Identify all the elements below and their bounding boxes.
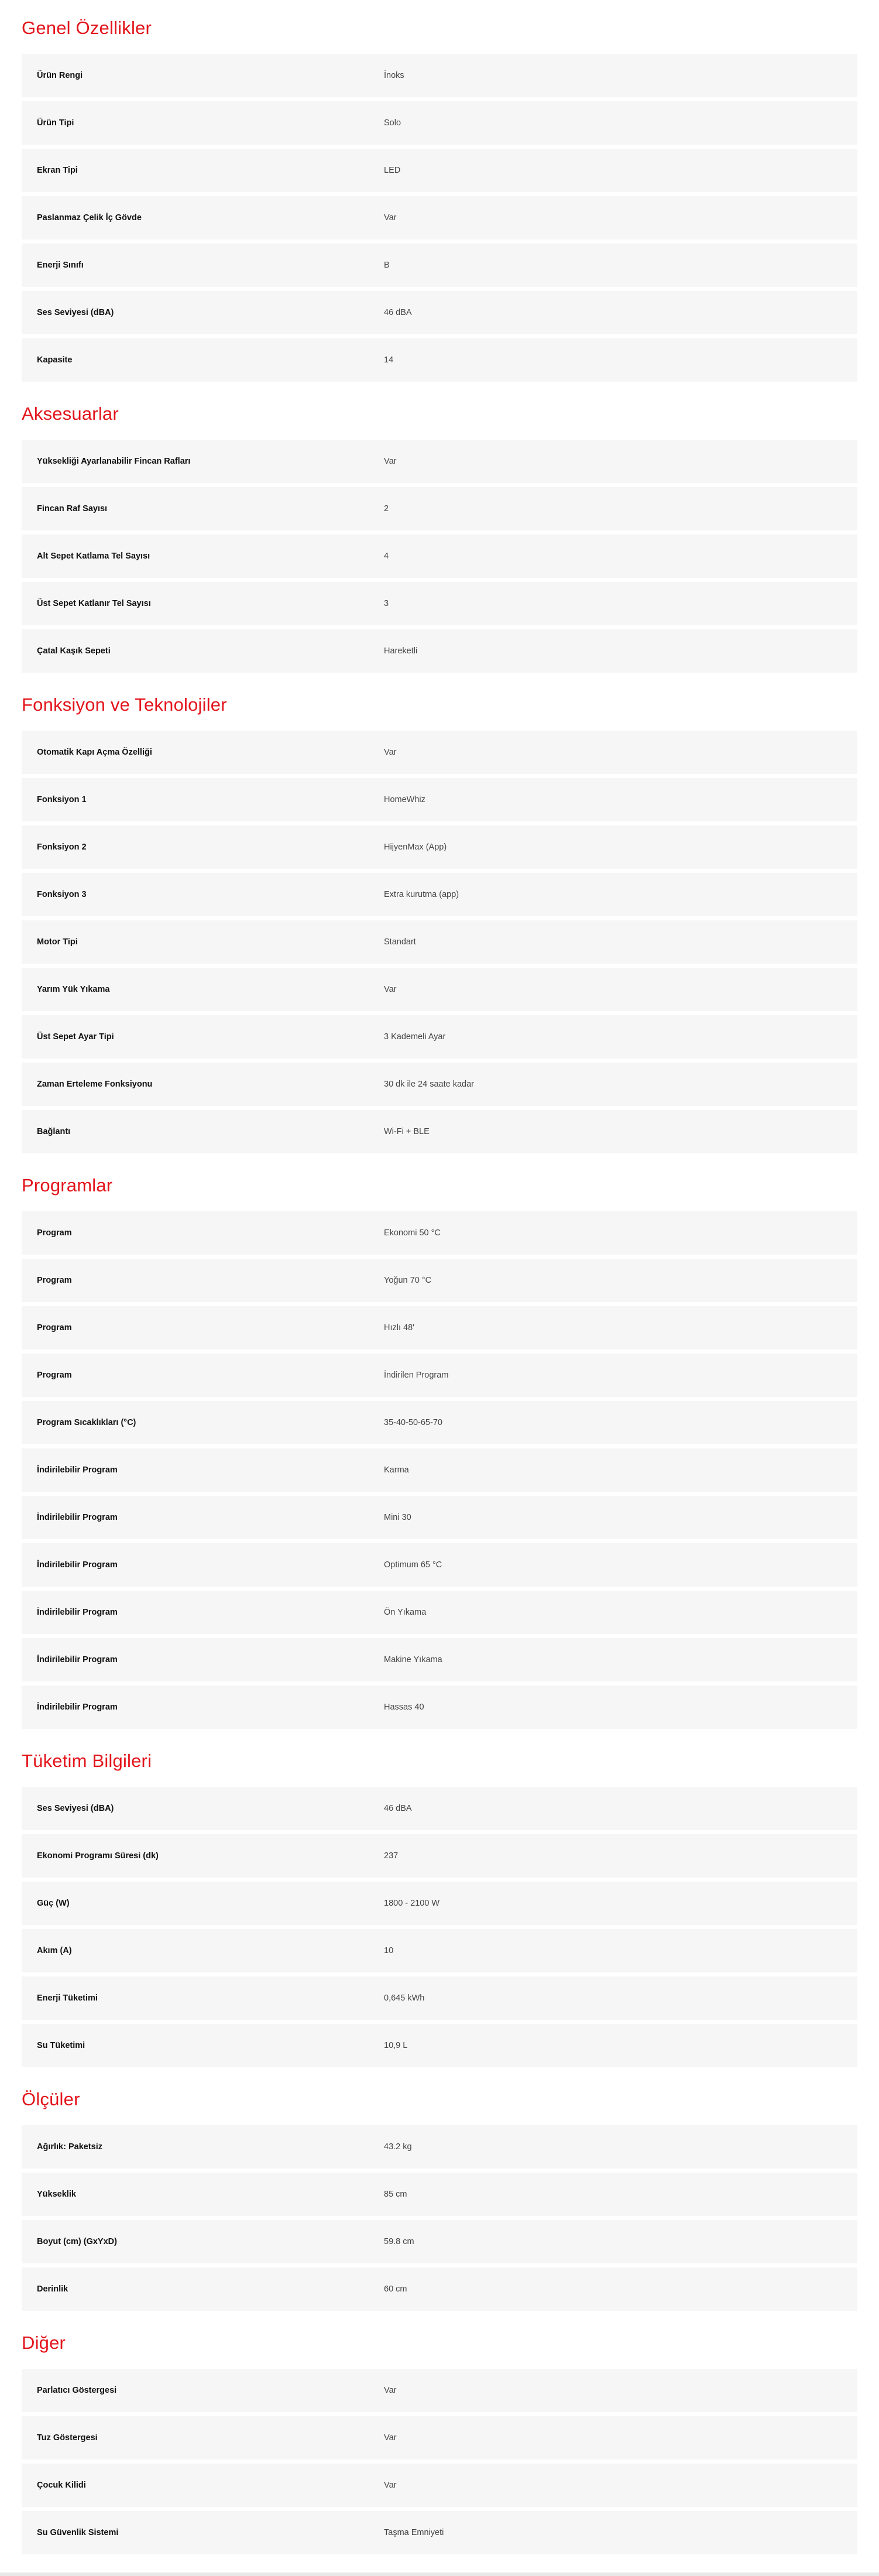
spec-row (22, 54, 857, 97)
spec-row (22, 2173, 857, 2216)
spec-row (22, 1063, 857, 1106)
spec-label: Çocuk Kilidi (37, 2481, 86, 2490)
spec-row (22, 2125, 857, 2169)
spec-value: Var (384, 213, 397, 222)
spec-value: 85 cm (384, 2190, 407, 2199)
spec-row (22, 1259, 857, 1302)
spec-row (22, 535, 857, 578)
spec-value: Var (384, 2481, 397, 2490)
spec-row (22, 196, 857, 239)
spec-label: Yükseklik (37, 2190, 76, 2199)
spec-section (22, 2315, 857, 2554)
spec-row (22, 825, 857, 869)
spec-section (22, 1157, 857, 1729)
spec-value: Standart (384, 937, 416, 947)
spec-label: İndirilebilir Program (37, 1513, 118, 1522)
spec-value: 46 dBA (384, 308, 412, 317)
spec-label: Parlatıcı Göstergesi (37, 2386, 117, 2395)
spec-value: İndirilen Program (384, 1371, 449, 1380)
spec-row (22, 1401, 857, 1444)
spec-label: Üst Sepet Ayar Tipi (37, 1032, 114, 1042)
spec-value: 10,9 L (384, 2041, 408, 2050)
spec-label: Ürün Rengi (37, 71, 83, 80)
spec-row (22, 1015, 857, 1059)
spec-value: 30 dk ile 24 saate kadar (384, 1080, 474, 1089)
page-footer-divider (0, 2572, 879, 2576)
spec-label: Program (37, 1371, 72, 1380)
spec-row (22, 149, 857, 192)
spec-value: 43.2 kg (384, 2142, 412, 2152)
spec-row (22, 1686, 857, 1729)
spec-value: 1800 - 2100 W (384, 1899, 440, 1908)
spec-row (22, 487, 857, 530)
spec-label: İndirilebilir Program (37, 1560, 118, 1570)
spec-value: Karma (384, 1465, 409, 1475)
spec-label: Yüksekliği Ayarlanabilir Fincan Rafları (37, 457, 191, 466)
spec-row (22, 101, 857, 145)
spec-label: Ses Seviyesi (dBA) (37, 308, 114, 317)
spec-label: Otomatik Kapı Açma Özelliği (37, 748, 152, 757)
spec-table (22, 2125, 857, 2311)
spec-value: Var (384, 457, 397, 466)
spec-value: HomeWhiz (384, 795, 425, 804)
spec-label: Tuz Göstergesi (37, 2433, 98, 2443)
spec-value: 2 (384, 504, 389, 513)
spec-section (22, 677, 857, 1153)
spec-label: Enerji Sınıfı (37, 261, 84, 270)
spec-label: Üst Sepet Katlanır Tel Sayısı (37, 599, 151, 608)
spec-label: Fonksiyon 3 (37, 890, 87, 899)
spec-table (22, 1787, 857, 2067)
spec-row (22, 1354, 857, 1397)
spec-label: Paslanmaz Çelik İç Gövde (37, 213, 142, 222)
spec-sheet (22, 0, 857, 2558)
spec-row (22, 731, 857, 774)
spec-value: 14 (384, 355, 394, 365)
section-title: Diğer (22, 2332, 66, 2353)
spec-label: Güç (W) (37, 1899, 70, 1908)
spec-row (22, 338, 857, 382)
spec-row (22, 244, 857, 287)
spec-value: Var (384, 748, 397, 757)
spec-label: Ekran Tipi (37, 166, 78, 175)
spec-label: Çatal Kaşık Sepeti (37, 646, 111, 656)
spec-label: Program (37, 1323, 72, 1332)
section-title: Genel Özellikler (22, 18, 152, 38)
spec-label: Program (37, 1228, 72, 1238)
spec-value: Taşma Emniyeti (384, 2528, 444, 2537)
spec-label: Ürün Tipi (37, 118, 74, 128)
spec-label: Fincan Raf Sayısı (37, 504, 108, 513)
spec-row (22, 1448, 857, 1492)
section-title: Aksesuarlar (22, 403, 119, 424)
section-title: Fonksiyon ve Teknolojiler (22, 694, 227, 715)
section-title: Programlar (22, 1175, 113, 1195)
spec-label: Su Tüketimi (37, 2041, 85, 2050)
spec-row (22, 2416, 857, 2459)
spec-section (22, 2071, 857, 2311)
spec-label: Program Sıcaklıkları (°C) (37, 1418, 136, 1427)
spec-value: Var (384, 985, 397, 994)
spec-row (22, 2464, 857, 2507)
spec-row (22, 2267, 857, 2311)
spec-row (22, 2220, 857, 2263)
spec-value: Hızlı 48' (384, 1323, 414, 1332)
spec-value: LED (384, 166, 401, 175)
spec-label: Yarım Yük Yıkama (37, 985, 110, 994)
spec-row (22, 1976, 857, 2020)
spec-row (22, 2369, 857, 2412)
spec-label: Ekonomi Programı Süresi (dk) (37, 1851, 159, 1861)
spec-value: 59.8 cm (384, 2237, 414, 2246)
section-title: Ölçüler (22, 2089, 80, 2109)
spec-label: Kapasite (37, 355, 73, 365)
spec-table (22, 1211, 857, 1729)
spec-value: 4 (384, 551, 389, 561)
spec-row (22, 920, 857, 964)
spec-section (22, 0, 857, 382)
spec-label: Akım (A) (37, 1946, 72, 1955)
spec-value: Solo (384, 118, 401, 128)
spec-section (22, 386, 857, 673)
section-title: Tüketim Bilgileri (22, 1751, 152, 1771)
spec-value: Hassas 40 (384, 1703, 424, 1712)
spec-row (22, 1496, 857, 1539)
spec-label: Fonksiyon 2 (37, 842, 87, 852)
spec-value: Var (384, 2386, 397, 2395)
spec-label: Enerji Tüketimi (37, 1993, 98, 2003)
spec-row (22, 1543, 857, 1587)
spec-row (22, 629, 857, 673)
spec-row (22, 1211, 857, 1255)
spec-row (22, 582, 857, 625)
spec-table (22, 54, 857, 382)
spec-value: Extra kurutma (app) (384, 890, 459, 899)
spec-value: Ekonomi 50 °C (384, 1228, 441, 1238)
spec-value: Yoğun 70 °C (384, 1276, 432, 1285)
spec-value: 46 dBA (384, 1804, 412, 1813)
spec-value: 237 (384, 1851, 399, 1861)
spec-value: Makine Yıkama (384, 1655, 442, 1664)
spec-label: Fonksiyon 1 (37, 795, 87, 804)
spec-value: 60 cm (384, 2284, 407, 2294)
spec-value: Mini 30 (384, 1513, 411, 1522)
spec-table (22, 731, 857, 1153)
spec-label: Su Güvenlik Sistemi (37, 2528, 119, 2537)
spec-row (22, 1110, 857, 1153)
spec-row (22, 2024, 857, 2067)
spec-label: İndirilebilir Program (37, 1703, 118, 1712)
spec-value: Ön Yıkama (384, 1608, 427, 1617)
spec-label: Bağlantı (37, 1127, 71, 1136)
spec-value: 3 (384, 599, 389, 608)
spec-label: Motor Tipi (37, 937, 78, 947)
spec-value: Wi-Fi + BLE (384, 1127, 430, 1136)
spec-row (22, 2511, 857, 2554)
spec-row (22, 1638, 857, 1681)
spec-value: 3 Kademeli Ayar (384, 1032, 446, 1042)
spec-value: HijyenMax (App) (384, 842, 447, 852)
spec-row (22, 1882, 857, 1925)
spec-row (22, 778, 857, 821)
spec-table (22, 2369, 857, 2554)
spec-row (22, 873, 857, 916)
spec-label: İndirilebilir Program (37, 1608, 118, 1617)
spec-value: B (384, 261, 390, 270)
spec-row (22, 1591, 857, 1634)
spec-section (22, 1733, 857, 2067)
spec-value: 35-40-50-65-70 (384, 1418, 442, 1427)
spec-label: İndirilebilir Program (37, 1465, 118, 1475)
spec-value: 10 (384, 1946, 394, 1955)
spec-row (22, 968, 857, 1011)
spec-label: Boyut (cm) (GxYxD) (37, 2237, 117, 2246)
spec-value: İnoks (384, 71, 404, 80)
spec-table (22, 440, 857, 673)
spec-value: Var (384, 2433, 397, 2443)
spec-row (22, 440, 857, 483)
spec-row (22, 1306, 857, 1349)
spec-label: Zaman Erteleme Fonksiyonu (37, 1080, 153, 1089)
spec-label: Ağırlık: Paketsiz (37, 2142, 103, 2152)
spec-label: Derinlik (37, 2284, 68, 2294)
spec-label: Program (37, 1276, 72, 1285)
spec-row (22, 1787, 857, 1830)
spec-row (22, 291, 857, 334)
spec-value: Optimum 65 °C (384, 1560, 442, 1570)
spec-row (22, 1929, 857, 1972)
spec-value: 0,645 kWh (384, 1993, 425, 2003)
spec-value: Hareketli (384, 646, 418, 656)
spec-row (22, 1834, 857, 1878)
spec-label: İndirilebilir Program (37, 1655, 118, 1664)
spec-label: Alt Sepet Katlama Tel Sayısı (37, 551, 150, 561)
spec-label: Ses Seviyesi (dBA) (37, 1804, 114, 1813)
